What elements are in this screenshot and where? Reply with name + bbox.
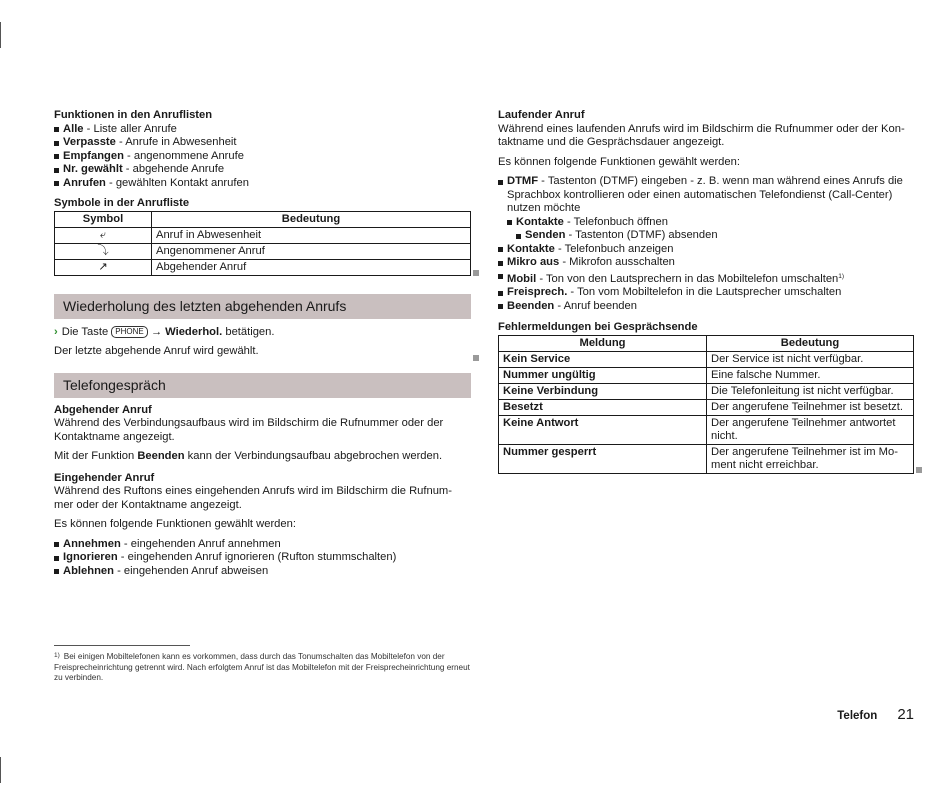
outgoing-heading: Abgehender Anruf	[54, 403, 152, 416]
list-item: Nr. gewählt - abgehende Anrufe	[54, 163, 471, 177]
section-end-marker	[473, 355, 479, 361]
list-item: Senden - Tastenton (DTMF) absenden	[516, 229, 914, 243]
page-number: 21	[897, 706, 914, 723]
footnote-mark: 1)	[54, 652, 60, 659]
current-call-text: Während eines laufenden Anrufs wird im Bildschirm die Rufnummer oder der Kon-	[498, 122, 905, 135]
table-cell: Anruf in Abwesenheit	[152, 227, 471, 243]
table-cell: Angenommener Anruf	[152, 243, 471, 259]
redial-step: › Die Taste PHONE → Wiederhol. betätigen.	[54, 325, 275, 338]
list-item: Mobil - Ton von den Lautsprechern in das Mobiltelefon umschalten$^{1)}$	[498, 270, 914, 287]
section-end-marker	[916, 467, 922, 473]
table-row: Kein Service Der Service ist nicht verfügbar.	[499, 351, 914, 367]
table-row: Besetzt Der angerufene Teilnehmer ist besetzt.	[499, 399, 914, 415]
column-header: Symbol	[55, 211, 152, 227]
list-item: Ablehnen - eingehenden Anruf abweisen	[54, 565, 471, 579]
symbols-table	[54, 211, 471, 276]
list-item: Alle - Liste aller Anrufe	[54, 123, 471, 137]
redial-result: Der letzte abgehende Anruf wird gewählt.	[54, 345, 259, 357]
page-footer	[837, 706, 914, 723]
crop-mark-bottom	[0, 757, 1, 783]
column-header: Bedeutung	[152, 211, 471, 227]
section-name: Telefon	[837, 710, 878, 722]
footnote-text: Bei einigen Mobiltelefonen kann es vorkommen, dass durch das Tonumschalten das Mobiltelefon von der Freisprecheinrichtung getrennt wird. Nach erfolgtem Anruf ist das Mobiltelefon mit der Freisprecheinrichtung erneut zu verbinden.	[54, 652, 470, 682]
table-row	[55, 227, 471, 243]
incoming-functions-list	[54, 538, 471, 579]
list-item: Freisprech. - Ton vom Mobiltelefon in die Lautsprecher umschalten	[498, 286, 914, 300]
dtmf-sublist	[507, 216, 914, 243]
list-item: Empfangen - angenommene Anrufe	[54, 150, 471, 164]
incoming-heading: Eingehender Anruf	[54, 471, 155, 484]
list-item: Ignorieren - eingehenden Anruf ignorieren (Rufton stummschalten)	[54, 551, 471, 565]
column-header: Meldung	[499, 335, 707, 351]
table-row: Nummer gesperrt Der angerufene Teilnehmer ist im Mo-ment nicht erreichbar.	[499, 444, 914, 473]
incoming-text-line: Während des Ruftons eines eingehenden Anrufs wird im Bildschirm die Rufnum-	[54, 485, 452, 497]
telephone-section-title: Telefongespräch	[54, 373, 471, 398]
current-call-heading: Laufender Anruf	[498, 109, 585, 121]
current-call-text: taktname und die Gesprächsdauer angezeigt.	[498, 136, 725, 148]
list-item: Anrufen - gewählten Kontakt anrufen	[54, 177, 471, 191]
current-call-functions-list	[498, 175, 914, 313]
table-row	[55, 243, 471, 259]
phone-key-label: PHONE	[111, 326, 147, 338]
outgoing-text: Während des Verbindungsaufbaus wird im Bildschirm die Rufnummer oder der Kontaktname angezeigt.	[54, 417, 444, 443]
table-row: Keine Antwort Der angerufene Teilnehmer antwortet nicht.	[499, 415, 914, 444]
outgoing-call-icon: ↗	[98, 260, 108, 273]
list-item: Beenden - Anruf beenden	[498, 300, 914, 314]
list-item: Verpasste - Anrufe in Abwesenheit	[54, 136, 471, 150]
call-lists-heading: Funktionen in den Anruflisten	[54, 109, 213, 121]
list-item: Mikro aus - Mikrofon ausschalten	[498, 256, 914, 270]
table-row	[55, 259, 471, 275]
contacts-sublist	[516, 229, 914, 243]
right-column	[498, 109, 914, 474]
chevron-right-icon: ›	[54, 325, 58, 338]
redial-section-title: Wiederholung des letzten abgehenden Anrufs	[54, 294, 471, 319]
missed-call-icon: ⤶	[99, 228, 107, 241]
table-cell: Abgehender Anruf	[152, 259, 471, 275]
list-item: Kontakte - Telefonbuch öffnen Senden - Tastenton (DTMF) absenden	[507, 216, 914, 243]
list-item: DTMF - Tastenton (DTMF) eingeben - z. B. wenn man während eines Anrufs die Sprachbox kontrollieren oder einen automatischen Telefondienst (Call-Center) nutzen möchte Kontakte - Telefonbuch öffnen Senden - Tastenton (DTMF) absenden	[498, 175, 914, 243]
column-header: Bedeutung	[707, 335, 914, 351]
incoming-text-line: mer oder der Kontaktname angezeigt.	[54, 498, 242, 511]
left-column	[54, 109, 471, 578]
cancel-text: Mit der Funktion Beenden kann der Verbindungsaufbau abgebrochen werden.	[54, 450, 443, 462]
functions-intro: Es können folgende Funktionen gewählt werden:	[54, 518, 296, 530]
table-row: Nummer ungültig Eine falsche Nummer.	[499, 367, 914, 383]
symbols-heading: Symbole in der Anrufliste	[54, 197, 190, 209]
footnote	[54, 651, 472, 684]
current-call-intro: Es können folgende Funktionen gewählt werden:	[498, 155, 740, 168]
errors-heading: Fehlermeldungen bei Gesprächsende	[498, 321, 698, 333]
list-item: Kontakte - Telefonbuch anzeigen	[498, 243, 914, 257]
received-call-icon: ⤵	[97, 244, 109, 257]
footnote-reference: 1)	[838, 272, 845, 280]
errors-table	[498, 335, 914, 474]
call-lists-list	[54, 123, 471, 191]
footnote-divider	[54, 645, 190, 646]
list-item: Annehmen - eingehenden Anruf annehmen	[54, 538, 471, 552]
crop-mark-top	[0, 22, 1, 48]
section-end-marker	[473, 270, 479, 276]
table-row: Keine Verbindung Die Telefonleitung ist nicht verfügbar.	[499, 383, 914, 399]
